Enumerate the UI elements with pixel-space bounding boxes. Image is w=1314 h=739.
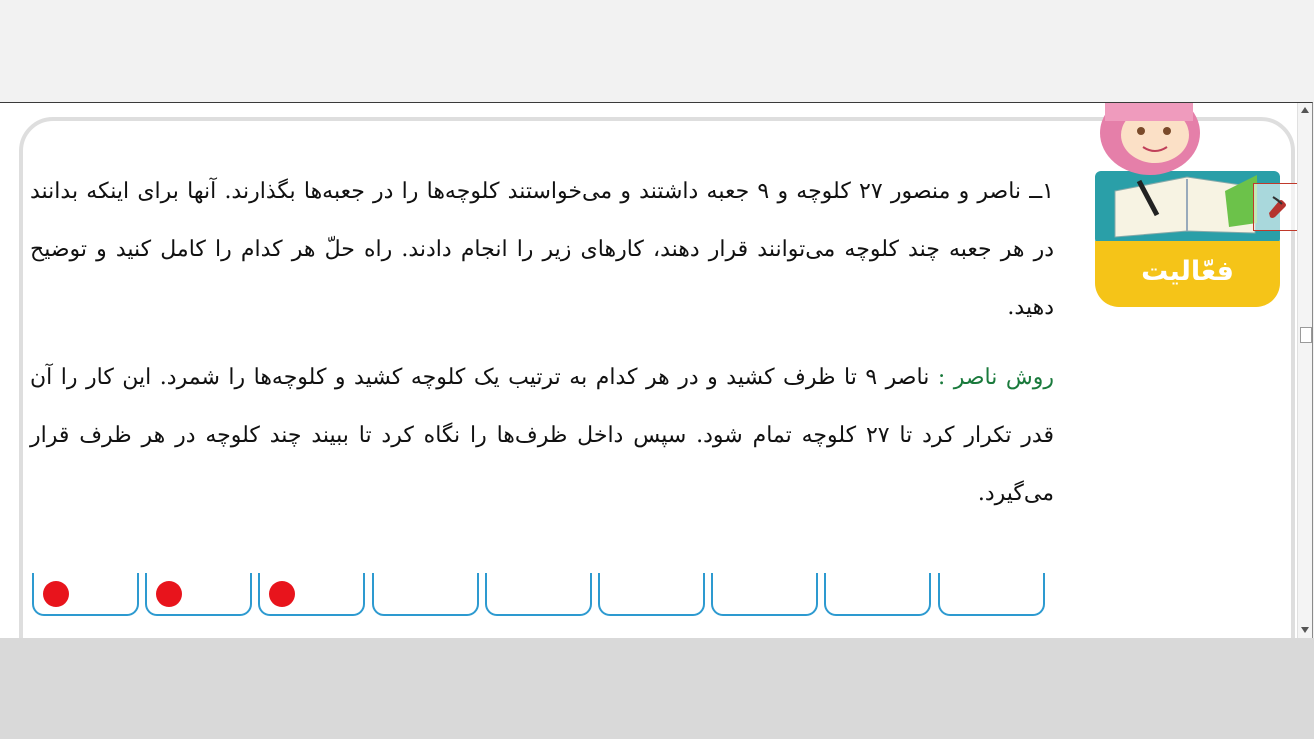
scroll-up-icon[interactable]: [1301, 107, 1309, 113]
cookie-container: [485, 573, 592, 616]
activity-label: فعّالیت: [1095, 241, 1280, 307]
method-paragraph: [30, 349, 1054, 523]
cookie-container: [145, 573, 252, 616]
method-text: ناصر ۹ تا ظرف کشید و در هر کدام به ترتیب یک کلوچه کشید و کلوچه‌ها را شمرد. این کار را آن قدر تکرار کرد تا ۲۷ کلوچه تمام شود. سپس داخل ظرف‌ها را نگاه کرد تا ببیند چند کلوچه در هر ظرف قرار می‌گیرد.: [30, 365, 1054, 506]
top-gray-band: [0, 0, 1314, 102]
cookie-container: [824, 573, 931, 616]
cookie-dot: [156, 581, 182, 607]
cookie-container: [258, 573, 365, 616]
cookie-container: [938, 573, 1045, 616]
cookie-container: [32, 573, 139, 616]
scroll-thumb[interactable]: [1300, 327, 1312, 343]
containers-row: [32, 573, 1062, 623]
document-viewer: [0, 102, 1313, 640]
method-label: روش ناصر :: [937, 365, 1054, 390]
cookie-container: [372, 573, 479, 616]
cookie-dot: [269, 581, 295, 607]
scroll-down-icon[interactable]: [1301, 627, 1309, 633]
hand-cursor-button[interactable]: [1253, 183, 1301, 231]
cookie-container: [711, 573, 818, 616]
cookie-dot: [43, 581, 69, 607]
hand-cursor-icon: [1263, 193, 1291, 221]
cookie-container: [598, 573, 705, 616]
problem-paragraph: ۱ــ ناصر و منصور ۲۷ کلوچه و ۹ جعبه داشتند و می‌خواستند کلوچه‌ها را در جعبه‌ها بگذارند. آنها برای اینکه بدانند در هر جعبه چند کلوچه می‌توانند قرار دهند، کارهای زیر را انجام دادند. راه حلّ هر کدام را کامل کنید و توضیح دهید.: [30, 179, 1054, 320]
vertical-scrollbar[interactable]: [1297, 103, 1313, 639]
bottom-gray-band: [0, 638, 1314, 739]
